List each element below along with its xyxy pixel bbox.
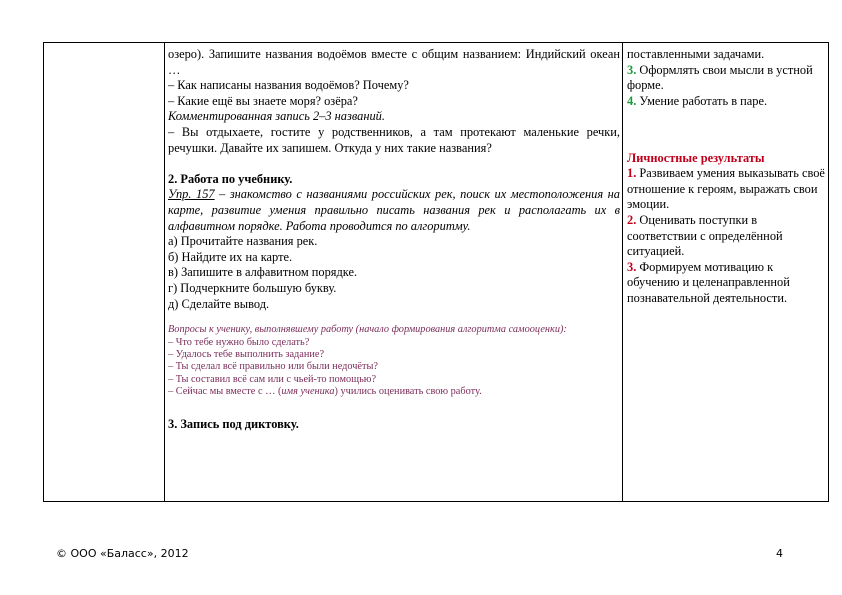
question-item: – Что тебе нужно было сделать? [168, 336, 310, 348]
section-heading: 2. Работа по учебнику. [168, 171, 293, 186]
text-line: – Вы отдыхаете, гостите у родственников, а там протекают маленькие речки, речушки. Давайте их запишем. Откуда у них такие названия? [168, 124, 620, 155]
result-item: 3. Оформлять свои мысли в устной форме. [627, 62, 813, 93]
page-number: 4 [776, 547, 783, 560]
footer-copyright: © ООО «Баласс», 2012 [56, 547, 189, 560]
text-line: озеро). Запишите названия водоёмов вместе с общим названием: Индийский океан … [168, 47, 620, 77]
questions-intro: Вопросы к ученику, выполнявшему работу (начало формирования алгоритма самооценки): [168, 324, 567, 336]
question-item: – Ты составил всё сам или с чьей-то помощью? [168, 373, 377, 385]
question-item: – Удалось тебе выполнить задание? [168, 348, 325, 360]
step-item: в) Запишите в алфавитном порядке. [168, 265, 358, 280]
step-item: г) Подчеркните большую букву. [168, 280, 337, 295]
lesson-table [43, 42, 829, 502]
question-item: – Ты сделал всё правильно или были недочёты? [168, 361, 378, 373]
section-heading: 3. Запись под диктовку. [168, 416, 299, 431]
result-item: 1. Развиваем умения выказывать своё отношение к героям, выражать свои эмоции. [627, 166, 825, 212]
question-item: – Сейчас мы вместе с … (имя ученика) учились оценивать свою работу. [168, 386, 482, 398]
self-assessment-block [168, 324, 620, 398]
exercise-label: Упр. 157 [168, 187, 215, 202]
text-line: поставленными задачами. [627, 47, 765, 61]
exercise-description [168, 187, 620, 234]
step-item: б) Найдите их на карте. [168, 249, 293, 264]
result-item: 4. Умение работать в паре. [627, 93, 768, 108]
lesson-content-column [165, 47, 620, 432]
result-item: 3. Формируем мотивацию к обучению и целенаправленной познавательной деятельности. [627, 259, 790, 305]
personal-results-heading: Личностные результаты [627, 150, 765, 165]
step-item: д) Сделайте вывод. [168, 296, 270, 311]
exercise-text: – знакомство с названиями российских рек, поиск их местоположения на карте, развитие умения правильно писать названия рек и располагать их в алфавитном порядке. Работа проводится по алгоритму. [168, 187, 620, 233]
text-line: – Как написаны названия водоёмов? Почему? [168, 78, 409, 93]
result-item: 2. Оценивать поступки в соответствии с определённой ситуацией. [627, 212, 783, 259]
text-line: Комментированная запись 2–3 названий. [168, 109, 385, 124]
column-divider-right [622, 43, 623, 501]
step-item: а) Прочитайте названия рек. [168, 234, 318, 249]
results-column [627, 47, 827, 307]
text-line: – Какие ещё вы знаете моря? озёра? [168, 93, 358, 108]
